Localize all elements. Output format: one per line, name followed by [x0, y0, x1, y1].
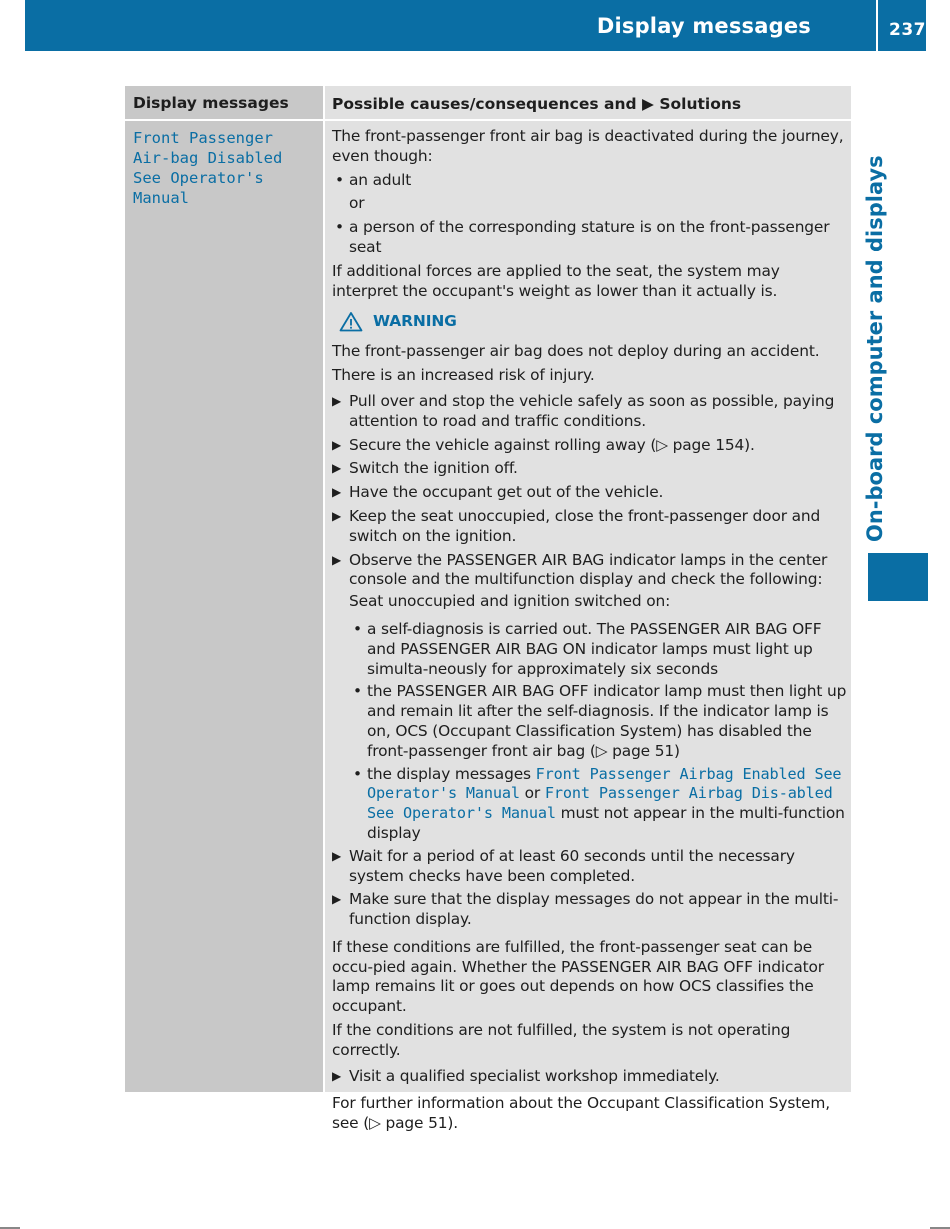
- step-item: ▶ Observe the PASSENGER AIR BAG indicator lamps in the center console and the multifunction display and check the following:: [332, 551, 847, 591]
- header-divider: [876, 0, 878, 51]
- step-item: ▶ Visit a qualified specialist workshop immediately.: [332, 1067, 847, 1087]
- column-header-messages: Display messages: [133, 94, 289, 112]
- message-column: [125, 86, 323, 1092]
- chapter-label: On-board computer and displays: [863, 155, 887, 542]
- sub-list-item: • a self-diagnosis is carried out. The PASSENGER AIR BAG OFF and PASSENGER AIR BAG ON indicator lamps must light up simulta-neously for approximately six seconds: [332, 620, 847, 679]
- table-header-row: [125, 86, 851, 119]
- list-item: • a person of the corresponding stature is on the front-passenger seat: [332, 218, 847, 258]
- step-item: ▶ Pull over and stop the vehicle safely as soon as possible, paying attention to road and traffic conditions.: [332, 392, 847, 432]
- sub-list-item: [332, 765, 847, 844]
- sub-item-text: must not appear in the multi-function display: [367, 804, 845, 842]
- display-message-name: Front Passenger Air-bag Disabled See Operator's Manual: [133, 129, 283, 207]
- warning-label: WARNING: [373, 311, 457, 330]
- seat-state-text: Seat unoccupied and ignition switched on:: [349, 592, 671, 611]
- intro-text: The front-passenger front air bag is deactivated during the journey, even though:: [332, 127, 844, 165]
- list-item: • an adult: [332, 171, 847, 191]
- column-header-causes: [332, 95, 741, 113]
- section-title: Display messages: [596, 14, 811, 38]
- solutions-label: Solutions: [659, 95, 742, 113]
- causes-label: Possible causes/consequences and: [332, 95, 637, 113]
- warning-text: The front-passenger air bag does not deploy during an accident.: [332, 342, 820, 361]
- step-item: ▶ Switch the ignition off.: [332, 459, 847, 479]
- further-info-text: For further information about the Occupant Classification System, see (▷ page 51).: [332, 1094, 831, 1133]
- side-tab-marker: [868, 553, 928, 601]
- display-message-reference: Front Passenger Airbag Enabled See Operator's Manual: [367, 764, 842, 803]
- solution-arrow-icon: ▶: [642, 95, 654, 113]
- step-item: ▶ Secure the vehicle against rolling away (▷ page 154).: [332, 436, 847, 456]
- forces-text: If additional forces are applied to the seat, the system may interpret the occupant's weight as lower than it actually is.: [332, 261, 780, 300]
- page-header: [25, 0, 926, 51]
- header-divider-line: [125, 119, 851, 121]
- step-item: ▶ Keep the seat unoccupied, close the front-passenger door and switch on the ignition.: [332, 507, 847, 547]
- display-message-reference: Front Passenger Airbag Dis-abled See Operator's Manual: [367, 784, 833, 823]
- or-text: or: [349, 194, 365, 213]
- warning-heading: [339, 311, 847, 332]
- step-item: ▶ Wait for a period of at least 60 seconds until the necessary system checks have been completed.: [332, 847, 847, 887]
- not-fulfilled-text: If the conditions are not fulfilled, the system is not operating correctly.: [332, 1021, 791, 1059]
- or-text: or: [524, 784, 541, 803]
- warning-triangle-icon: [339, 311, 363, 332]
- display-messages-table: [125, 86, 851, 1133]
- step-item: ▶ Have the occupant get out of the vehicle.: [332, 483, 847, 503]
- warning-text: There is an increased risk of injury.: [332, 366, 595, 385]
- causes-and-solutions: [332, 127, 847, 1138]
- step-item: ▶ Make sure that the display messages do not appear in the multi-function display.: [332, 890, 847, 930]
- page-number: 237: [889, 20, 926, 40]
- fulfilled-text: If these conditions are fulfilled, the front-passenger seat can be occu-pied again. Whether the PASSENGER AIR BAG OFF indicator lamp remains lit or goes out depends on how OCS classifies the occupant.: [332, 937, 824, 1016]
- sub-list-item: • the PASSENGER AIR BAG OFF indicator lamp must then light up and remain lit after the self-diagnosis. If the indicator lamp is on, OCS (Occupant Classification System) has disabled the front-passenger front air bag (▷ page 51): [332, 682, 847, 761]
- sub-item-text: the display messages: [367, 764, 531, 783]
